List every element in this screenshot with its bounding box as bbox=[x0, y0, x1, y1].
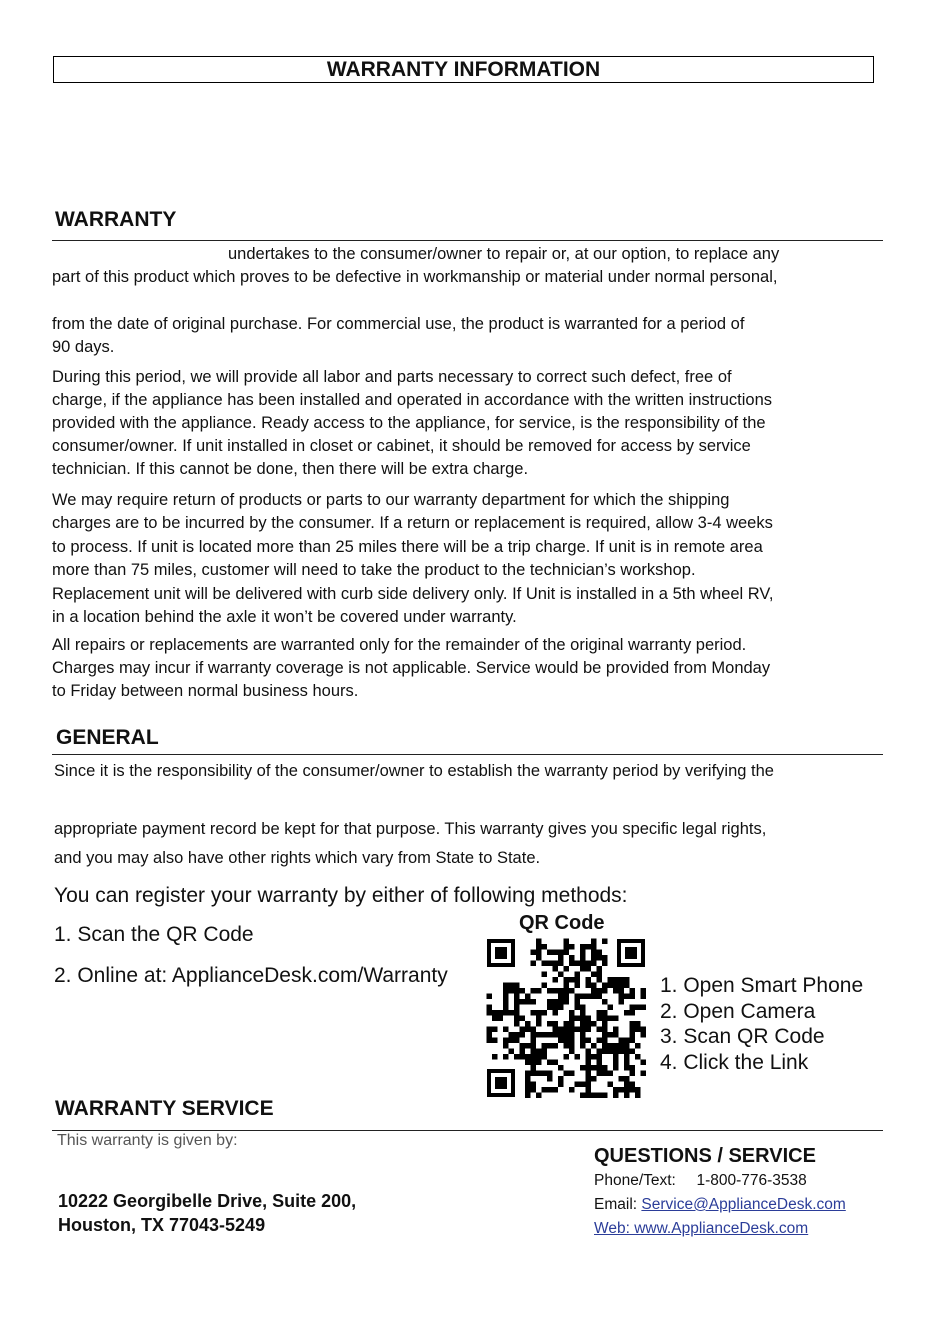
service-rule bbox=[52, 1130, 883, 1131]
warranty-p3-line: to process. If unit is located more than 25 miles there will be a trip charge. If unit is in remote area bbox=[52, 538, 763, 556]
qr-steps bbox=[660, 973, 863, 1075]
warranty-p2-line: During this period, we will provide all labor and parts necessary to correct such defect, free of bbox=[52, 368, 732, 386]
warranty-p3-line: charges are to be incurred by the consumer. If a return or replacement is required, allow 3-4 weeks bbox=[52, 514, 773, 532]
warranty-p1-line: undertakes to the consumer/owner to repair or, at our option, to replace any bbox=[228, 245, 780, 263]
warranty-p3-line: We may require return of products or parts to our warranty department for which the shipping bbox=[52, 491, 730, 509]
service-heading: WARRANTY SERVICE bbox=[55, 1097, 274, 1120]
warranty-p4-line: to Friday between normal business hours. bbox=[52, 682, 359, 700]
warranty-p1-line: 90 days. bbox=[52, 338, 115, 356]
warranty-p1-line: part of this product which proves to be defective in workmanship or material under normal personal, bbox=[52, 268, 778, 286]
address-line-2: Houston, TX 77043-5249 bbox=[58, 1215, 266, 1235]
warranty-p2-line: provided with the appliance. Ready access to the appliance, for service, is the responsibility of the bbox=[52, 414, 766, 432]
given-by: This warranty is given by: bbox=[57, 1132, 238, 1149]
warranty-p4-line: All repairs or replacements are warranted only for the remainder of the original warranty period. bbox=[52, 636, 747, 654]
warranty-p2-line: charge, if the appliance has been installed and operated in accordance with the written instructions bbox=[52, 391, 773, 409]
qr-step: 3. Scan QR Code bbox=[660, 1025, 825, 1048]
general-line: appropriate payment record be kept for that purpose. This warranty gives you specific legal rights, bbox=[54, 820, 767, 838]
warranty-p4-line: Charges may incur if warranty coverage is not applicable. Service would be provided from Monday bbox=[52, 659, 771, 677]
general-rule bbox=[52, 754, 883, 755]
register-intro: You can register your warranty by either of following methods: bbox=[54, 884, 628, 907]
phone-label: Phone/Text: bbox=[594, 1172, 676, 1189]
qr-step: 1. Open Smart Phone bbox=[660, 974, 864, 997]
address-line-1: 10222 Georgibelle Drive, Suite 200, bbox=[58, 1191, 357, 1211]
web-link[interactable]: Web: www.ApplianceDesk.com bbox=[594, 1220, 809, 1237]
warranty-heading: WARRANTY bbox=[55, 208, 177, 231]
register-method-online[interactable]: 2. Online at: ApplianceDesk.com/Warranty bbox=[54, 964, 448, 987]
qr-code[interactable] bbox=[485, 937, 647, 1099]
qr-step: 4. Click the Link bbox=[660, 1050, 809, 1074]
register-method-qr: 1. Scan the QR Code bbox=[54, 923, 254, 946]
phone-number[interactable]: 1-800-776-3538 bbox=[696, 1172, 807, 1189]
warranty-p2-line: consumer/owner. If unit installed in closet or cabinet, it should be removed for access by service bbox=[52, 437, 751, 455]
general-line: and you may also have other rights which vary from State to State. bbox=[54, 849, 541, 867]
warranty-p1-line: from the date of original purchase. For commercial use, the product is warranted for a period of bbox=[52, 315, 745, 333]
general-line: Since it is the responsibility of the consumer/owner to establish the warranty period by verifying the bbox=[54, 762, 774, 780]
email-label: Email: bbox=[594, 1196, 638, 1213]
general-heading: GENERAL bbox=[56, 726, 159, 749]
qr-title: QR Code bbox=[519, 912, 605, 934]
warranty-p2-line: technician. If this cannot be done, then there will be extra charge. bbox=[52, 460, 529, 478]
warranty-p3-line: more than 75 miles, customer will need to take the product to the technician’s workshop. bbox=[52, 561, 696, 579]
qr-step: 2. Open Camera bbox=[660, 999, 816, 1023]
phone-row bbox=[594, 1169, 807, 1193]
warranty-p3-line: Replacement unit will be delivered with curb side delivery only. If Unit is installed in a 5th wheel RV, bbox=[52, 585, 774, 603]
email-row bbox=[594, 1193, 846, 1217]
email-link[interactable]: Service@ApplianceDesk.com bbox=[641, 1196, 846, 1213]
page-title: WARRANTY INFORMATION bbox=[53, 56, 874, 83]
questions-title: QUESTIONS / SERVICE bbox=[594, 1145, 816, 1167]
warranty-rule bbox=[52, 240, 883, 241]
warranty-p3-line: in a location behind the axle it won’t be covered under warranty. bbox=[52, 608, 517, 626]
